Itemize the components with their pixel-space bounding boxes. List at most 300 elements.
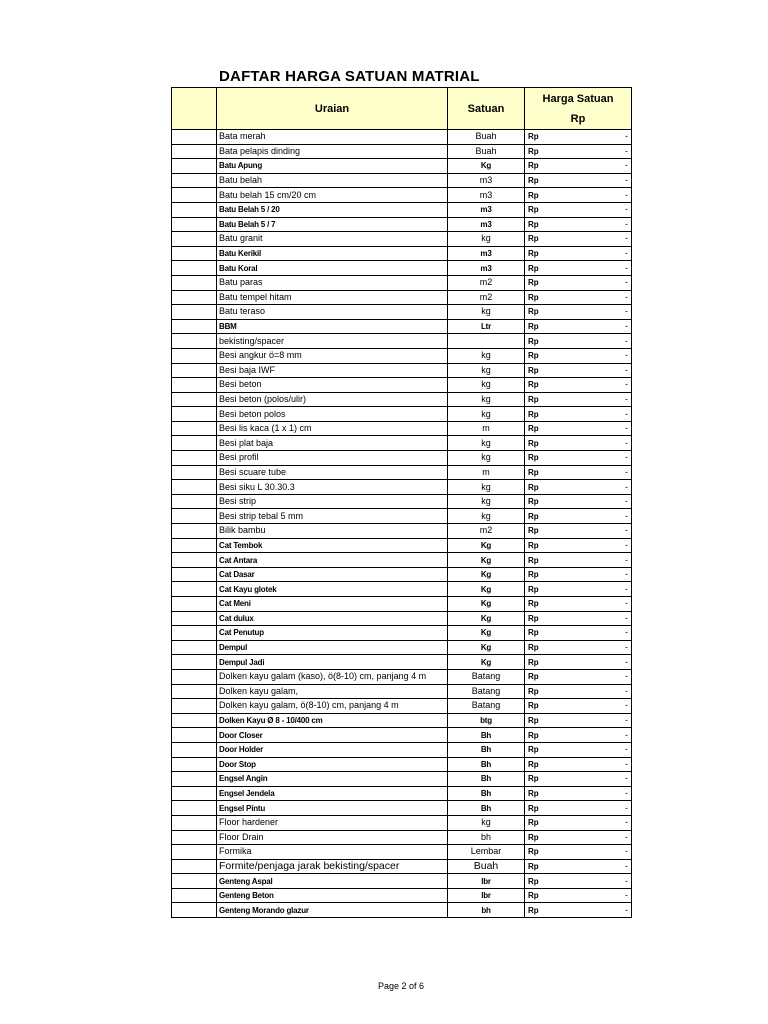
row-satuan: kg [448, 232, 525, 247]
row-uraian: Bata pelapis dinding [217, 144, 448, 159]
header-number [172, 88, 217, 130]
table-row [172, 713, 632, 728]
table-row [172, 757, 632, 772]
row-price-value: - [625, 831, 628, 842]
table-row [172, 334, 632, 349]
row-number-cell [172, 524, 217, 539]
row-harga [525, 888, 632, 903]
row-price-value: - [625, 321, 628, 332]
row-currency: Rp [528, 438, 539, 448]
row-price-value: - [625, 481, 628, 492]
table-row [172, 305, 632, 320]
row-currency: Rp [528, 365, 539, 375]
row-price-value: - [625, 642, 628, 653]
row-number-cell [172, 436, 217, 451]
row-price-value: - [625, 466, 628, 477]
table-row [172, 173, 632, 188]
row-currency: Rp [528, 190, 539, 200]
row-currency: Rp [528, 234, 539, 244]
table-row [172, 582, 632, 597]
row-uraian: Besi siku L 30.30.3 [217, 480, 448, 495]
row-satuan: m3 [448, 261, 525, 276]
row-currency: Rp [528, 482, 539, 492]
row-number-cell [172, 509, 217, 524]
row-harga [525, 772, 632, 787]
row-satuan: Bh [448, 757, 525, 772]
table-row [172, 421, 632, 436]
row-price-value: - [625, 452, 628, 463]
row-satuan: Kg [448, 553, 525, 568]
row-harga [525, 144, 632, 159]
row-harga [525, 261, 632, 276]
row-harga [525, 538, 632, 553]
table-row [172, 845, 632, 860]
table-row [172, 597, 632, 612]
table-row [172, 378, 632, 393]
row-uraian: Besi plat baja [217, 436, 448, 451]
row-harga [525, 567, 632, 582]
row-uraian: Besi beton polos [217, 407, 448, 422]
table-row [172, 159, 632, 174]
row-uraian: Dempul [217, 640, 448, 655]
row-number-cell [172, 392, 217, 407]
row-currency: Rp [528, 205, 539, 215]
table-row [172, 494, 632, 509]
row-price-value: - [625, 277, 628, 288]
row-currency: Rp [528, 467, 539, 477]
row-harga [525, 465, 632, 480]
row-harga [525, 246, 632, 261]
row-satuan: Kg [448, 640, 525, 655]
row-number-cell [172, 305, 217, 320]
row-satuan: kg [448, 305, 525, 320]
row-price-value: - [625, 583, 628, 594]
row-currency: Rp [528, 146, 539, 156]
row-harga [525, 845, 632, 860]
row-satuan: kg [448, 378, 525, 393]
row-number-cell [172, 640, 217, 655]
row-number-cell [172, 378, 217, 393]
row-satuan: Kg [448, 626, 525, 641]
row-uraian: Batu Kerikil [217, 246, 448, 261]
row-satuan: Bh [448, 742, 525, 757]
row-price-value: - [625, 496, 628, 507]
row-price-value: - [625, 890, 628, 901]
row-satuan: kg [448, 392, 525, 407]
row-satuan: kg [448, 494, 525, 509]
row-satuan: btg [448, 713, 525, 728]
row-price-value: - [625, 525, 628, 536]
row-price-value: - [625, 860, 628, 871]
row-uraian: Bilik bambu [217, 524, 448, 539]
table-row [172, 786, 632, 801]
table-row [172, 232, 632, 247]
row-satuan: Ltr [448, 319, 525, 334]
row-satuan: lbr [448, 874, 525, 889]
row-number-cell [172, 684, 217, 699]
row-number-cell [172, 786, 217, 801]
table-row [172, 626, 632, 641]
row-number-cell [172, 202, 217, 217]
row-uraian: Batu belah [217, 173, 448, 188]
row-satuan: Kg [448, 655, 525, 670]
row-currency: Rp [528, 599, 539, 609]
table-row [172, 246, 632, 261]
table-row [172, 217, 632, 232]
row-uraian: Cat Dasar [217, 567, 448, 582]
row-currency: Rp [528, 701, 539, 711]
row-currency: Rp [528, 774, 539, 784]
row-currency: Rp [528, 672, 539, 682]
row-price-value: - [625, 510, 628, 521]
row-number-cell [172, 261, 217, 276]
row-currency: Rp [528, 132, 539, 142]
row-harga [525, 305, 632, 320]
row-number-cell [172, 407, 217, 422]
row-price-value: - [625, 554, 628, 565]
row-number-cell [172, 363, 217, 378]
row-harga [525, 669, 632, 684]
row-price-value: - [625, 904, 628, 915]
row-number-cell [172, 348, 217, 363]
row-price-value: - [625, 846, 628, 857]
row-uraian: Floor Drain [217, 830, 448, 845]
row-satuan: m3 [448, 188, 525, 203]
row-harga [525, 626, 632, 641]
row-currency: Rp [528, 584, 539, 594]
table-row [172, 319, 632, 334]
row-currency: Rp [528, 657, 539, 667]
row-uraian: Besi strip tebal 5 mm [217, 509, 448, 524]
row-currency: Rp [528, 891, 539, 901]
row-number-cell [172, 669, 217, 684]
row-satuan: kg [448, 407, 525, 422]
row-price-value: - [625, 350, 628, 361]
row-satuan: Batang [448, 699, 525, 714]
row-price-value: - [625, 773, 628, 784]
row-satuan [448, 334, 525, 349]
row-price-value: - [625, 802, 628, 813]
row-number-cell [172, 290, 217, 305]
table-row [172, 363, 632, 378]
row-satuan: Bh [448, 786, 525, 801]
row-currency: Rp [528, 307, 539, 317]
row-price-value: - [625, 612, 628, 623]
row-price-value: - [625, 248, 628, 259]
row-number-cell [172, 451, 217, 466]
table-row [172, 407, 632, 422]
header-satuan: Satuan [448, 88, 525, 130]
row-uraian: Bata merah [217, 130, 448, 145]
row-harga [525, 217, 632, 232]
row-uraian: Door Stop [217, 757, 448, 772]
row-number-cell [172, 480, 217, 495]
row-harga [525, 319, 632, 334]
row-satuan: bh [448, 903, 525, 918]
row-currency: Rp [528, 336, 539, 346]
row-uraian: Dolken kayu galam (kaso), ö(8-10) cm, panjang 4 m [217, 669, 448, 684]
row-satuan: kg [448, 509, 525, 524]
row-currency: Rp [528, 716, 539, 726]
row-currency: Rp [528, 555, 539, 565]
row-uraian: bekisting/spacer [217, 334, 448, 349]
row-number-cell [172, 494, 217, 509]
row-satuan: m3 [448, 202, 525, 217]
row-price-value: - [625, 715, 628, 726]
row-price-value: - [625, 671, 628, 682]
row-uraian: Door Holder [217, 742, 448, 757]
row-currency: Rp [528, 394, 539, 404]
row-number-cell [172, 903, 217, 918]
row-uraian: Batu belah 15 cm/20 cm [217, 188, 448, 203]
page-title: DAFTAR HARGA SATUAN MATRIAL [219, 68, 480, 85]
row-number-cell [172, 232, 217, 247]
table-row [172, 290, 632, 305]
table-row [172, 392, 632, 407]
row-currency: Rp [528, 861, 539, 871]
row-harga [525, 582, 632, 597]
row-uraian: Besi baja IWF [217, 363, 448, 378]
table-row [172, 553, 632, 568]
row-harga [525, 611, 632, 626]
row-satuan: kg [448, 348, 525, 363]
row-satuan: m3 [448, 246, 525, 261]
table-row [172, 801, 632, 816]
row-satuan: lbr [448, 888, 525, 903]
table-row [172, 188, 632, 203]
table-row [172, 144, 632, 159]
row-uraian: Genteng Morando glazur [217, 903, 448, 918]
page-footer: Page 2 of 6 [377, 981, 425, 991]
table-row [172, 655, 632, 670]
row-satuan: kg [448, 815, 525, 830]
row-currency: Rp [528, 292, 539, 302]
table-row [172, 699, 632, 714]
row-uraian: Batu Apung [217, 159, 448, 174]
table-row [172, 728, 632, 743]
row-price-value: - [625, 262, 628, 273]
row-uraian: Dolken kayu galam, [217, 684, 448, 699]
row-harga [525, 786, 632, 801]
row-satuan: kg [448, 480, 525, 495]
row-number-cell [172, 217, 217, 232]
row-harga [525, 494, 632, 509]
row-harga [525, 275, 632, 290]
row-number-cell [172, 159, 217, 174]
row-satuan: Buah [448, 130, 525, 145]
row-harga [525, 801, 632, 816]
row-number-cell [172, 815, 217, 830]
row-number-cell [172, 173, 217, 188]
row-number-cell [172, 742, 217, 757]
table-row [172, 815, 632, 830]
row-uraian: Batu Belah 5 / 20 [217, 202, 448, 217]
table-row [172, 348, 632, 363]
row-currency: Rp [528, 745, 539, 755]
table-row [172, 684, 632, 699]
row-number-cell [172, 188, 217, 203]
row-currency: Rp [528, 161, 539, 171]
row-price-value: - [625, 408, 628, 419]
row-price-value: - [625, 145, 628, 156]
row-harga [525, 363, 632, 378]
row-price-value: - [625, 817, 628, 828]
row-satuan: m2 [448, 524, 525, 539]
row-currency: Rp [528, 453, 539, 463]
row-number-cell [172, 801, 217, 816]
row-price-value: - [625, 685, 628, 696]
row-uraian: Batu tempel hitam [217, 290, 448, 305]
table-row [172, 275, 632, 290]
row-price-value: - [625, 700, 628, 711]
row-satuan: Lembar [448, 845, 525, 860]
row-price-value: - [625, 131, 628, 142]
table-row [172, 903, 632, 918]
table-row [172, 888, 632, 903]
table-row [172, 524, 632, 539]
row-harga [525, 713, 632, 728]
row-price-value: - [625, 306, 628, 317]
row-currency: Rp [528, 789, 539, 799]
row-price-value: - [625, 729, 628, 740]
table-row [172, 830, 632, 845]
row-price-value: - [625, 788, 628, 799]
row-price-value: - [625, 218, 628, 229]
row-harga [525, 553, 632, 568]
row-satuan: Kg [448, 567, 525, 582]
row-number-cell [172, 713, 217, 728]
row-uraian: Cat Antara [217, 553, 448, 568]
table-row [172, 465, 632, 480]
table-row [172, 261, 632, 276]
row-currency: Rp [528, 176, 539, 186]
row-currency: Rp [528, 832, 539, 842]
row-satuan: Batang [448, 684, 525, 699]
row-currency: Rp [528, 249, 539, 259]
row-currency: Rp [528, 219, 539, 229]
row-number-cell [172, 465, 217, 480]
row-uraian: Batu paras [217, 275, 448, 290]
table-row [172, 611, 632, 626]
row-number-cell [172, 728, 217, 743]
row-number-cell [172, 597, 217, 612]
row-harga [525, 903, 632, 918]
row-uraian: Besi angkur ö=8 mm [217, 348, 448, 363]
row-satuan: Bh [448, 801, 525, 816]
row-satuan: Bh [448, 772, 525, 787]
row-currency: Rp [528, 380, 539, 390]
row-number-cell [172, 130, 217, 145]
row-harga [525, 742, 632, 757]
row-price-value: - [625, 758, 628, 769]
row-number-cell [172, 275, 217, 290]
row-currency: Rp [528, 526, 539, 536]
row-satuan: Kg [448, 611, 525, 626]
row-number-cell [172, 567, 217, 582]
row-uraian: Besi profil [217, 451, 448, 466]
row-price-value: - [625, 364, 628, 375]
row-satuan: Bh [448, 728, 525, 743]
row-uraian: Besi strip [217, 494, 448, 509]
row-satuan: m3 [448, 217, 525, 232]
table-row [172, 772, 632, 787]
row-number-cell [172, 655, 217, 670]
row-uraian: Dempul Jadi [217, 655, 448, 670]
row-satuan: bh [448, 830, 525, 845]
row-harga [525, 290, 632, 305]
row-price-value: - [625, 189, 628, 200]
row-uraian: Dolken Kayu Ø 8 - 10/400 cm [217, 713, 448, 728]
row-harga [525, 757, 632, 772]
row-price-value: - [625, 539, 628, 550]
row-currency: Rp [528, 409, 539, 419]
row-uraian: Batu Koral [217, 261, 448, 276]
row-uraian: Engsel Angin [217, 772, 448, 787]
row-currency: Rp [528, 803, 539, 813]
row-number-cell [172, 874, 217, 889]
row-number-cell [172, 888, 217, 903]
row-harga [525, 524, 632, 539]
row-number-cell [172, 421, 217, 436]
row-harga [525, 830, 632, 845]
row-harga [525, 348, 632, 363]
row-price-value: - [625, 233, 628, 244]
row-price-value: - [625, 598, 628, 609]
row-harga [525, 597, 632, 612]
row-currency: Rp [528, 540, 539, 550]
row-harga [525, 130, 632, 145]
row-price-value: - [625, 423, 628, 434]
row-currency: Rp [528, 263, 539, 273]
table-row [172, 859, 632, 874]
row-harga [525, 202, 632, 217]
table-row [172, 640, 632, 655]
row-harga [525, 407, 632, 422]
row-number-cell [172, 626, 217, 641]
row-number-cell [172, 334, 217, 349]
row-satuan: Buah [448, 144, 525, 159]
row-currency: Rp [528, 759, 539, 769]
row-number-cell [172, 538, 217, 553]
row-price-value: - [625, 627, 628, 638]
row-uraian: Cat Tembok [217, 538, 448, 553]
row-harga [525, 655, 632, 670]
row-price-value: - [625, 175, 628, 186]
row-price-value: - [625, 379, 628, 390]
row-currency: Rp [528, 876, 539, 886]
row-uraian: Batu Belah 5 / 7 [217, 217, 448, 232]
row-currency: Rp [528, 730, 539, 740]
row-satuan: Kg [448, 597, 525, 612]
row-number-cell [172, 772, 217, 787]
row-uraian: Cat Penutup [217, 626, 448, 641]
table-row [172, 509, 632, 524]
row-currency: Rp [528, 628, 539, 638]
header-harga-line2: Rp [570, 112, 586, 125]
row-number-cell [172, 246, 217, 261]
table-row [172, 669, 632, 684]
row-satuan: kg [448, 363, 525, 378]
row-number-cell [172, 699, 217, 714]
row-harga [525, 378, 632, 393]
row-price-value: - [625, 335, 628, 346]
row-number-cell [172, 319, 217, 334]
header-harga-satuan [525, 88, 632, 130]
price-table [171, 87, 632, 918]
row-harga [525, 509, 632, 524]
row-harga [525, 436, 632, 451]
table-row [172, 451, 632, 466]
